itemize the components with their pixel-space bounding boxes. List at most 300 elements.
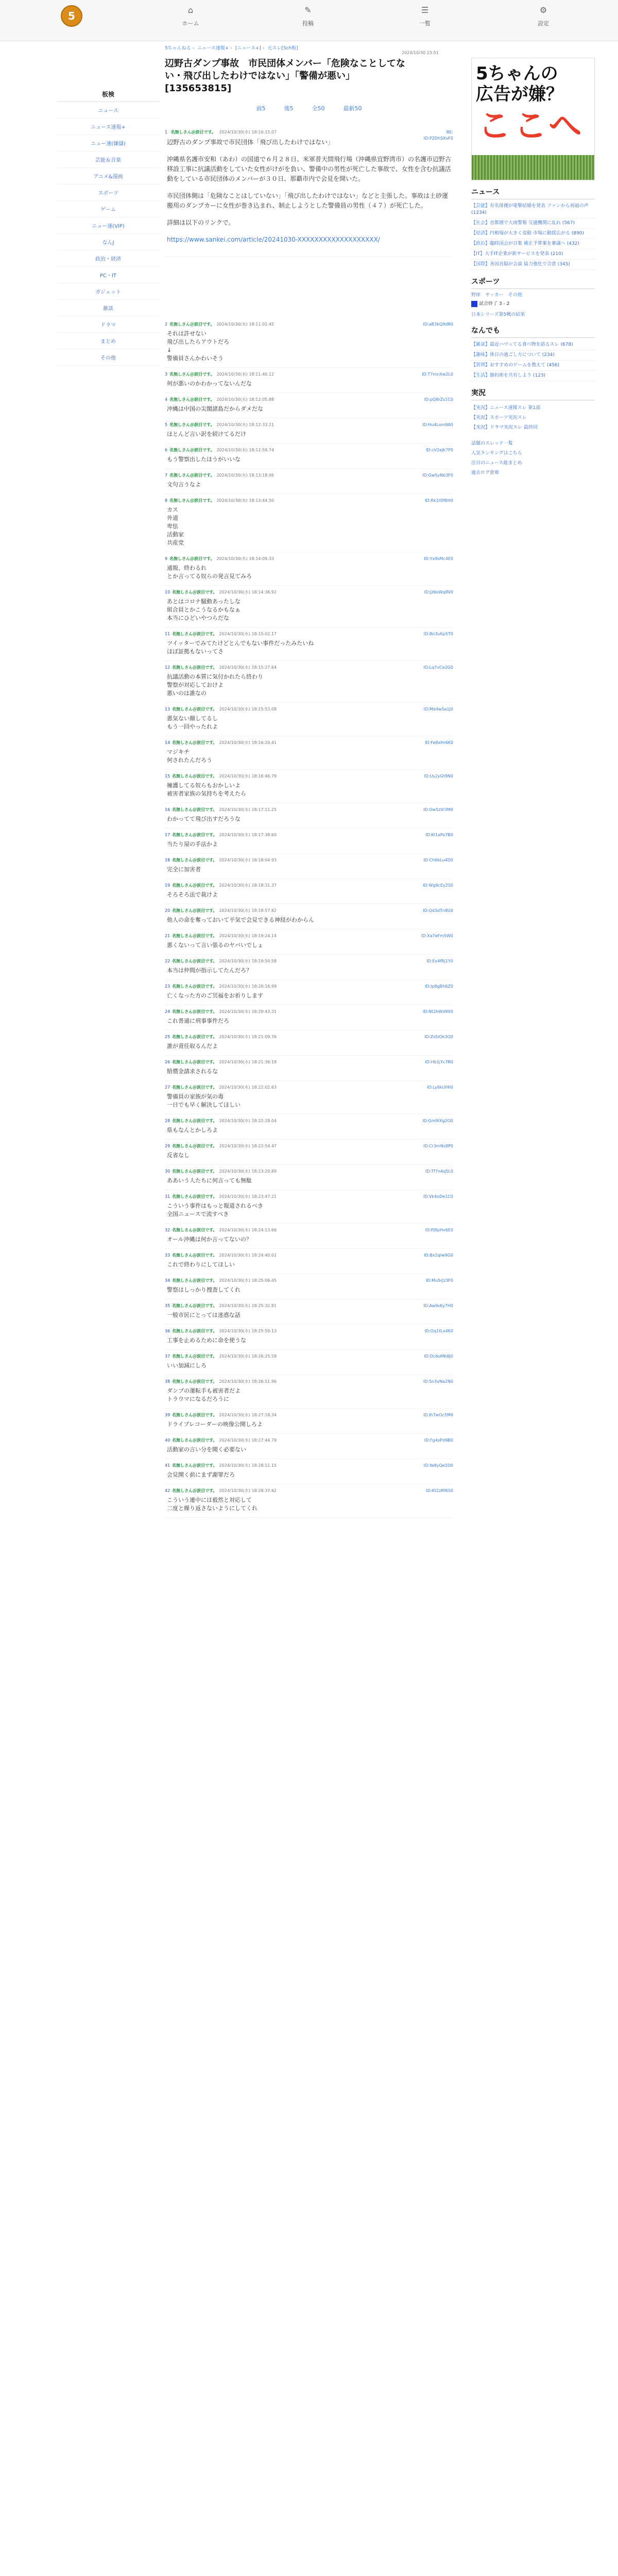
post-number[interactable]: 5 <box>165 422 168 427</box>
post-body: 擁護してる奴らもおかしいよ 被害者家族の気持ちを考えたら <box>167 782 246 797</box>
post-date: 2024/10/30(水) 18:13:18.06 <box>216 473 274 478</box>
post-header <box>165 371 453 378</box>
post-header <box>165 422 453 428</box>
post-author: 名無しさん＠涙目です。 <box>172 632 217 636</box>
post-number[interactable]: 3 <box>165 372 168 377</box>
post-header <box>165 397 453 403</box>
post-id[interactable]: ID:Cr3mNs8P0 <box>423 1144 453 1148</box>
post-flag: BE: <box>446 130 453 134</box>
post-body: そろそろ法で裁けよ <box>167 891 218 898</box>
post-meta <box>424 1463 453 1469</box>
reply-post <box>165 955 453 980</box>
sidebar-item[interactable]: なんJ <box>57 234 160 250</box>
post-id[interactable]: ID:Lq7vCe2G0 <box>423 665 453 670</box>
post-body: わかってて飛び出すだろうな <box>167 816 241 822</box>
post-header <box>165 1143 453 1149</box>
post-meta <box>425 740 453 746</box>
thread-tabs <box>165 104 453 112</box>
post-body: 警察はしっかり捜査してくれ <box>167 1286 241 1293</box>
post-header <box>165 1379 453 1385</box>
post-date: 2024/10/30(水) 18:18:04.93 <box>219 858 277 862</box>
post-meta <box>422 371 453 378</box>
post-header <box>165 1168 453 1175</box>
pencil-icon: ✎ <box>304 5 312 15</box>
post-body: 一般市民にとっては迷惑な話 <box>167 1312 241 1318</box>
post-number[interactable]: 33 <box>165 1253 170 1258</box>
post-number[interactable]: 12 <box>165 665 170 670</box>
post-list <box>165 318 453 1518</box>
tab-prev[interactable]: 前5 <box>256 105 266 112</box>
post-id[interactable]: ID:Ow5zVi3M0 <box>423 807 453 812</box>
post-author: 名無しさん＠涙目です。 <box>172 959 217 963</box>
post-number[interactable]: 8 <box>165 498 168 503</box>
post-meta <box>424 1353 453 1360</box>
post-date: 2024/10/30(水) 18:11:02.45 <box>216 322 274 327</box>
misc-item[interactable]: 【趣味】休日の過ごし方について (234) <box>471 350 595 361</box>
tab-latest[interactable]: 最新50 <box>343 105 362 112</box>
post-id[interactable]: ID:cV2eJk7P0 <box>425 448 453 452</box>
post-body: 工事を止めるために命を使うな <box>167 1337 246 1344</box>
post-number[interactable]: 38 <box>165 1379 170 1384</box>
sidebar-item[interactable]: まとめ <box>57 333 160 349</box>
post-id[interactable]: ID:Md4wSa1J0 <box>423 707 453 711</box>
post-body: 沖縄は中国の尖閣諸島だからダメだな <box>167 405 263 412</box>
post-author: 名無しさん＠涙目です。 <box>172 807 217 812</box>
sports-section <box>471 276 595 319</box>
post-number[interactable]: 20 <box>165 908 170 913</box>
post-id[interactable]: ID:P2DhSXvF0 <box>423 136 453 141</box>
live-item[interactable]: 【実況】スポーツ実況スレ <box>471 415 527 420</box>
post-body: いい加減にしろ <box>167 1362 207 1369</box>
post-date: 2024/10/30(水) 18:11:40.12 <box>216 372 274 377</box>
post-body: ドライブレコーダーの映像公開しろよ <box>167 1421 263 1428</box>
post-number[interactable]: 30 <box>165 1169 170 1174</box>
post-id[interactable]: ID:Wg9cEy2S0 <box>423 883 453 888</box>
post-body: 警備員の家族が気の毒 一日でも早く解決してほしい <box>167 1093 241 1108</box>
post-meta <box>423 1303 453 1309</box>
post-id[interactable]: ID:Us2yGt9N0 <box>424 774 453 778</box>
post-body: もう警察出したほうがいいな <box>167 456 241 463</box>
misc-item[interactable]: 【生活】節約術を共有しよう (123) <box>471 371 595 381</box>
site-logo[interactable] <box>61 5 82 27</box>
post-date: 2024/10/30(水) 18:20:43.31 <box>219 1009 277 1014</box>
post-number[interactable]: 28 <box>165 1118 170 1123</box>
post-meta <box>427 1084 453 1091</box>
sidebar-item[interactable]: 政治・経済 <box>57 250 160 267</box>
post-id[interactable]: ID:Ye8yQe1D0 <box>423 1463 453 1468</box>
reply-post <box>165 736 453 770</box>
post-header <box>165 908 453 914</box>
post-id[interactable]: ID:Nt2hWd9X0 <box>422 1009 453 1014</box>
breadcrumb-item[interactable]: 元スレ[5ch板] <box>267 46 298 51</box>
post-number[interactable]: 32 <box>165 1228 170 1232</box>
reply-post <box>165 1005 453 1030</box>
post-meta <box>422 1118 453 1124</box>
news-item[interactable]: 【国際】各国首脳が会談 協力強化で合意 (345) <box>471 260 595 270</box>
post-author: 名無しさん＠涙目です。 <box>172 1228 217 1232</box>
sports-link[interactable]: 日本シリーズ第5戦の結果 <box>471 312 525 317</box>
post-header <box>165 1328 453 1334</box>
post-date: 2024/10/30(水) 18:27:44.79 <box>219 1438 277 1443</box>
misc-item[interactable]: 【質問】おすすめのゲームを教えて (456) <box>471 361 595 371</box>
post-number[interactable]: 1 <box>165 130 168 134</box>
post-id[interactable]: ID:Yx9sMc4E0 <box>424 556 453 561</box>
reply-post <box>165 828 453 854</box>
post-id[interactable]: ID:Pj8pHv6E0 <box>425 1228 453 1232</box>
reply-post <box>165 980 453 1005</box>
list-icon: ☰ <box>421 5 429 15</box>
banner-line-3: ここへ <box>478 107 585 145</box>
post-id[interactable]: ID:Ly6kUf4I0 <box>427 1085 453 1090</box>
sidebar-item[interactable]: ゲーム <box>57 201 160 217</box>
post-author: 名無しさん＠涙目です。 <box>172 1413 217 1417</box>
post-number[interactable]: 31 <box>165 1194 170 1199</box>
post-number[interactable]: 39 <box>165 1413 170 1417</box>
post-body: 賠償金請求されるな <box>167 1068 218 1075</box>
post-id[interactable]: ID:Kt2zRf6S0 <box>426 1488 453 1493</box>
home-icon: ⌂ <box>187 5 194 15</box>
news-section <box>471 187 595 270</box>
banner-grass-image <box>472 155 594 180</box>
reply-post <box>165 661 453 703</box>
post-id[interactable]: ID:Jz6oWq8V0 <box>424 590 453 595</box>
post-meta <box>424 1252 453 1259</box>
post-meta <box>423 1379 453 1385</box>
post-number[interactable]: 40 <box>165 1438 170 1443</box>
post-date: 2024/10/30(水) 18:26:25.58 <box>219 1354 277 1359</box>
post-id[interactable]: ID:Ip8gBh6Z0 <box>424 984 453 989</box>
reply-post <box>165 418 453 444</box>
post-body: 完全に加害者 <box>167 866 201 873</box>
post-id[interactable]: ID:Hb1jYc7R0 <box>425 1060 453 1064</box>
post-number[interactable]: 29 <box>165 1144 170 1148</box>
post-author: 名無しさん＠涙目です。 <box>172 1438 217 1443</box>
post-body: あとはコロナ騒動あったしな 組合員とかこうなるかもなぁ 本当にひどいやつらだな <box>167 598 241 621</box>
post-author: 名無しさん＠涙目です。 <box>169 448 215 452</box>
post-number[interactable]: 15 <box>165 774 170 778</box>
news-item[interactable]: 【経済】円相場が大きく変動 市場に動揺広がる (890) <box>471 229 595 239</box>
post-id[interactable]: ID:Gm9lXg2O0 <box>422 1118 453 1123</box>
post-header <box>165 857 453 863</box>
post-header <box>165 1084 453 1091</box>
post-id[interactable]: ID:Tf7nAq5L0 <box>425 1169 453 1174</box>
post-meta <box>424 129 453 142</box>
post-header <box>165 589 453 596</box>
tab-all[interactable]: 全50 <box>312 105 325 112</box>
post-number[interactable]: 22 <box>165 959 170 963</box>
post-number[interactable]: 42 <box>165 1488 170 1493</box>
post-id[interactable]: ID:Ch6bLu4D0 <box>423 858 453 862</box>
post-author: 名無しさん＠涙目です。 <box>172 1144 217 1148</box>
post-meta <box>424 1437 453 1444</box>
post-date: 2024/10/30(水) 18:23:20.89 <box>219 1169 277 1174</box>
post-date: 2024/10/30(水) 18:12:59.74 <box>216 448 274 452</box>
post-number[interactable]: 16 <box>165 807 170 812</box>
reply-post <box>165 393 453 418</box>
post-author: 名無しさん＠涙目です。 <box>172 1085 217 1090</box>
updated-timestamp: 2024/10/30 23:51 <box>402 50 439 55</box>
post-author: 名無しさん＠涙目です。 <box>169 556 215 561</box>
sidebar-item[interactable]: ニュー速(嫌儲) <box>57 135 160 151</box>
gear-icon: ⚙ <box>539 5 547 15</box>
post-id[interactable]: ID:Zs5iOk3Q0 <box>424 1035 453 1039</box>
sidebar-item[interactable]: PC・IT <box>57 267 160 283</box>
post-date: 2024/10/30(水) 18:15:02.17 <box>219 632 277 636</box>
post-id[interactable]: ID:Gw5yNb3F0 <box>422 473 453 478</box>
left-sidebar <box>57 88 160 366</box>
post-body: ああいう人たちに何言っても無駄 <box>167 1177 252 1184</box>
post-number[interactable]: 14 <box>165 740 170 745</box>
post-number[interactable]: 7 <box>165 473 168 478</box>
ad-banner[interactable] <box>471 58 595 180</box>
post-id[interactable]: ID:Fe8xHr6K0 <box>425 740 453 745</box>
post-meta <box>425 1168 453 1175</box>
sidebar-item[interactable]: 雑談 <box>57 300 160 316</box>
breadcrumb-item[interactable]: ニュース速報+ <box>197 46 229 51</box>
post-date: 2024/10/30(水) 18:14:09.33 <box>216 556 274 561</box>
post-id[interactable]: ID:Rk1tDf6H0 <box>425 498 453 503</box>
post-number[interactable]: 37 <box>165 1354 170 1359</box>
post-header <box>165 984 453 990</box>
post-header <box>165 883 453 889</box>
post-number[interactable]: 18 <box>165 858 170 862</box>
news-item[interactable]: 【社会】首都圏で大雨警報 交通機関に乱れ (567) <box>471 218 595 229</box>
post-header <box>165 1034 453 1040</box>
nav-list[interactable] <box>402 5 448 27</box>
post-number[interactable]: 36 <box>165 1329 170 1333</box>
post-number[interactable]: 27 <box>165 1085 170 1090</box>
post-date: 2024/10/30(水) 18:25:59.13 <box>219 1329 277 1333</box>
post-header <box>165 447 453 453</box>
post-id[interactable]: ID:Qd3dTn8U0 <box>423 908 453 913</box>
post-date: 2024/10/30(水) 18:22:54.47 <box>219 1144 277 1148</box>
post-body: 何が悪いのかわかってないんだな <box>167 380 252 387</box>
sidebar-item[interactable]: ニュース <box>57 102 160 118</box>
post-date: 2024/10/30(水) 18:14:36.92 <box>219 590 277 595</box>
post-meta <box>424 556 453 562</box>
post-id[interactable]: ID:Oq1tLx4K0 <box>424 1329 453 1333</box>
post-header <box>165 1227 453 1233</box>
post-meta <box>423 1143 453 1149</box>
post-meta <box>426 1488 453 1494</box>
post-meta <box>423 1194 453 1200</box>
post-author: 名無しさん＠涙目です。 <box>172 984 217 989</box>
post-number[interactable]: 2 <box>165 322 168 327</box>
post-meta <box>424 589 453 596</box>
sidebar-title: 板検 <box>57 88 160 102</box>
post-body: 通報、終わるれ とか言ってる奴らの発言見てみろ <box>167 565 252 580</box>
post-id[interactable]: ID:Aw9sKy7H0 <box>423 1303 453 1308</box>
reply-post <box>165 703 453 736</box>
post-author: 名無しさん＠涙目です。 <box>172 1354 217 1359</box>
reply-post <box>165 1249 453 1274</box>
more-link[interactable]: 過去ログ倉庫 <box>471 470 500 476</box>
post-number[interactable]: 9 <box>165 556 168 561</box>
post-meta <box>423 321 453 328</box>
post-date: 2024/10/30(水) 18:25:32.81 <box>219 1303 277 1308</box>
post-author: 名無しさん＠涙目です。 <box>172 934 217 938</box>
reply-post <box>165 494 453 552</box>
misc-item[interactable]: 【雑談】最近ハマってる食べ物を語るスレ (678) <box>471 340 595 350</box>
post-header <box>165 1437 453 1444</box>
post-number[interactable]: 11 <box>165 632 170 636</box>
live-item[interactable]: 【実況】ニュース速報スレ 第1部 <box>471 405 541 411</box>
sidebar-item[interactable]: ニュース速報+ <box>57 118 160 135</box>
sidebar-item[interactable]: スポーツ <box>57 184 160 201</box>
post-id[interactable]: ID:Vk4oDe1C0 <box>423 1194 453 1199</box>
post-body: マジキチ 何されたんだろう <box>167 749 212 764</box>
reply-post <box>165 1459 453 1484</box>
reply-post <box>165 552 453 586</box>
post-id[interactable]: ID:Mu5rJz3F0 <box>426 1278 453 1283</box>
source-link[interactable]: https://www.sankei.com/article/20241030-XXXXXXXXXXXXXXXXXXX/ <box>167 236 380 243</box>
more-link[interactable]: 話題のスレッド一覧 <box>471 440 513 446</box>
breadcrumb: 5ちゃんねる › ニュース速報+ › [ニュース+] › 元スレ[5ch板] <box>165 46 298 51</box>
post-date: 2024/10/30(水) 18:10:15.07 <box>219 130 277 134</box>
post-header <box>165 472 453 479</box>
breadcrumb-item[interactable]: 5ちゃんねる <box>165 46 191 51</box>
post-header <box>165 740 453 746</box>
news-item[interactable]: 【IT】大手IT企業が新サービスを発表 (210) <box>471 249 595 260</box>
post-body: 悪くないって言い張るのヤバいでしょ <box>167 942 263 948</box>
reply-post <box>165 1325 453 1350</box>
post-author: 名無しさん＠涙目です。 <box>172 1278 217 1283</box>
post-meta <box>422 472 453 479</box>
sidebar-item[interactable]: ニュー速(VIP) <box>57 217 160 234</box>
breadcrumb-item[interactable]: [ニュース+] <box>235 46 261 51</box>
post-header <box>165 958 453 964</box>
post-header <box>165 1303 453 1309</box>
post-number[interactable]: 10 <box>165 590 170 595</box>
reply-post <box>165 1190 453 1224</box>
sidebar-item[interactable]: アニメ&漫画 <box>57 168 160 184</box>
post-number[interactable]: 25 <box>165 1035 170 1039</box>
post-date: 2024/10/30(水) 18:23:47.21 <box>219 1194 277 1199</box>
post-author: 名無しさん＠涙目です。 <box>170 130 216 134</box>
reply-post <box>165 1224 453 1249</box>
post-header <box>165 1463 453 1469</box>
post-date: 2024/10/30(水) 18:17:11.25 <box>219 807 277 812</box>
tab-next[interactable]: 後5 <box>284 105 294 112</box>
post-number[interactable]: 35 <box>165 1303 170 1308</box>
sports-tabs[interactable]: 野球 サッカー その他 <box>471 293 522 298</box>
score-line: 試合終了 3 - 2 <box>471 300 595 307</box>
post-date: 2024/10/30(水) 18:19:50.58 <box>219 959 277 963</box>
post-meta <box>425 984 453 990</box>
reply-post <box>165 1056 453 1081</box>
news-item[interactable]: 【芸能】有名俳優が電撃結婚を発表 ファンから祝福の声 (1234) <box>471 201 595 218</box>
post-number[interactable]: 6 <box>165 448 168 452</box>
post-author: 名無しさん＠涙目です。 <box>172 1329 217 1333</box>
reply-post <box>165 803 453 828</box>
post-header <box>165 631 453 637</box>
post-number[interactable]: 17 <box>165 833 170 837</box>
nav-post[interactable] <box>285 5 331 27</box>
post-paragraph: 詳細は以下のリンクで。 <box>167 219 235 226</box>
post-date: 2024/10/30(水) 18:26:51.96 <box>219 1379 277 1384</box>
post-id[interactable]: ID:Ih7wOc5M0 <box>423 1413 453 1417</box>
post-author: 名無しさん＠涙目です。 <box>172 908 217 913</box>
post-number[interactable]: 24 <box>165 1009 170 1014</box>
post-id[interactable]: ID:Ki1aPo7B0 <box>425 833 453 837</box>
sidebar-item[interactable]: 芸能＆音楽 <box>57 151 160 168</box>
post-number[interactable]: 19 <box>165 883 170 888</box>
post-number[interactable]: 26 <box>165 1060 170 1064</box>
post-id[interactable]: ID:T7mnXw2L0 <box>422 372 453 377</box>
post-paragraph: 市民団体側は「危険なことはしていない」「飛び出したわけではない」などと主張した。事故は土砂運搬用のダンプカーに女性が巻き込まれ、制止しようとした警備員の男性（４７）が死亡した。 <box>167 192 449 209</box>
post-meta <box>423 1412 453 1418</box>
post-id[interactable]: ID:Bx2qIw9G0 <box>424 1253 453 1258</box>
post-id[interactable]: ID:Ev4fRj1Y0 <box>426 959 453 963</box>
post-meta <box>423 807 453 813</box>
post-number[interactable]: 41 <box>165 1463 170 1468</box>
post-date: 2024/10/30(水) 18:15:53.08 <box>219 707 277 711</box>
reply-post <box>165 1409 453 1434</box>
sidebar-item[interactable]: ドラマ <box>57 316 160 333</box>
post-header <box>165 832 453 838</box>
post-number[interactable]: 34 <box>165 1278 170 1283</box>
post-header <box>165 1118 453 1124</box>
post-number[interactable]: 13 <box>165 707 170 711</box>
reply-post <box>165 318 453 368</box>
post-header <box>165 665 453 671</box>
post-number[interactable]: 21 <box>165 934 170 938</box>
top-navigation <box>0 0 618 41</box>
post-id[interactable]: ID:Fg4xPd9B0 <box>424 1438 453 1443</box>
post-author: 名無しさん＠涙目です。 <box>172 707 217 711</box>
news-item[interactable]: 【政治】臨時国会が召集 補正予算案を審議へ (432) <box>471 239 595 249</box>
post-body <box>167 138 453 245</box>
sidebar-item[interactable]: その他 <box>57 349 160 366</box>
post-number[interactable]: 4 <box>165 397 168 402</box>
post-meta <box>424 706 453 713</box>
post-author: 名無しさん＠涙目です。 <box>172 1303 217 1308</box>
post-body: 反省なし <box>167 1152 190 1159</box>
post-meta <box>423 1009 453 1015</box>
post-id[interactable]: ID:pQ8rZs1C0 <box>424 397 453 402</box>
nav-home[interactable] <box>167 5 214 27</box>
post-meta <box>425 832 453 838</box>
post-author: 名無しさん＠涙目です。 <box>172 1488 217 1493</box>
post-id[interactable]: ID:Sn3vNa2N0 <box>423 1379 453 1384</box>
post-id[interactable]: ID:Hu4Lxm9A0 <box>422 422 453 427</box>
post-paragraph: 辺野古のダンプ事故で市民団体「飛び出したわけではない」 <box>167 139 334 146</box>
post-header <box>165 1194 453 1200</box>
logo-text: 5 <box>68 10 75 22</box>
post-author: 名無しさん＠涙目です。 <box>172 1118 217 1123</box>
ad-space <box>165 257 453 318</box>
more-link[interactable]: 人気ランキングはこちら <box>471 450 522 456</box>
right-sidebar <box>471 58 595 477</box>
post-meta <box>423 857 453 863</box>
misc-title: なんでも <box>471 325 595 338</box>
post-header <box>165 706 453 713</box>
sports-title: スポーツ <box>471 276 595 289</box>
post-meta <box>426 958 453 964</box>
post-id[interactable]: ID:Dc6uMb8J0 <box>424 1354 453 1359</box>
post-number[interactable]: 23 <box>165 984 170 989</box>
nav-settings[interactable] <box>520 5 566 27</box>
post-id[interactable]: ID:Xa7eFm5W0 <box>421 934 453 938</box>
sidebar-item[interactable]: ガジェット <box>57 283 160 300</box>
live-item[interactable]: 【実況】ドラマ実況スレ 最終回 <box>471 425 538 430</box>
post-header <box>165 1059 453 1065</box>
post-date: 2024/10/30(水) 18:24:40.02 <box>219 1253 277 1258</box>
more-link[interactable]: 注目のニュース総まとめ <box>471 460 522 466</box>
post-id[interactable]: ID:Bn3uKp5T0 <box>423 632 453 636</box>
post-author: 名無しさん＠涙目です。 <box>172 858 217 862</box>
post-id[interactable]: ID:aB3kQ9dR0 <box>423 322 453 327</box>
